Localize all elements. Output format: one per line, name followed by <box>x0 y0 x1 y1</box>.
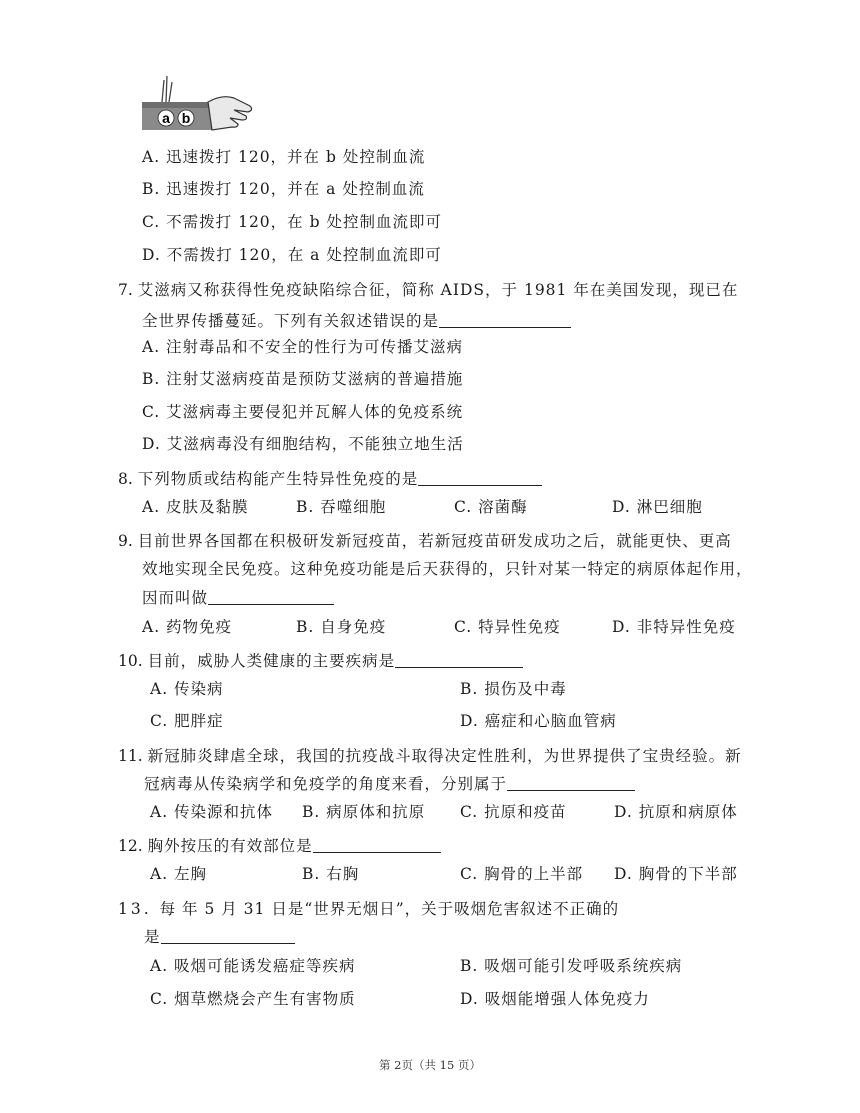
q6-option-a: A. 迅速拨打 120，并在 b 处控制血流 <box>142 148 426 166</box>
question-number: 12. <box>118 837 143 855</box>
question-13-line2: 是 <box>144 921 295 953</box>
question-stem: 新冠肺炎肆虐全球，我国的抗疫战斗取得决定性胜利，为世界提供了宝贵经验。新 <box>147 747 742 765</box>
question-stem: 艾滋病又称获得性免疫缺陷综合征，简称 AIDS，于 1981 年在美国发现，现已在 <box>137 281 739 299</box>
question-stem: 每 年 5 月 31 日是“世界无烟日”，关于吸烟危害叙述不正确的 <box>159 900 620 918</box>
q8-option-d: D. 淋巴细胞 <box>612 498 703 516</box>
q8-option-b: B. 吞噬细胞 <box>296 498 387 516</box>
figure-label-b: b <box>181 110 191 126</box>
q11-option-c: C. 抗原和疫苗 <box>460 803 567 821</box>
q6-option-b: B. 迅速拨打 120，并在 a 处控制血流 <box>142 180 425 198</box>
q10-option-d: D. 癌症和心脑血管病 <box>460 712 617 730</box>
q13-option-d: D. 吸烟能增强人体免疫力 <box>460 990 650 1008</box>
question-7-line2: 全世界传播蔓延。下列有关叙述错误的是 <box>142 305 571 337</box>
answer-blank[interactable] <box>161 923 295 944</box>
answer-blank[interactable] <box>208 584 334 605</box>
blood-spurt-icon <box>162 76 172 102</box>
q9-option-a: A. 药物免疫 <box>142 618 233 636</box>
question-7 <box>118 274 738 306</box>
hand-bleeding-figure <box>142 72 254 136</box>
answer-blank[interactable] <box>313 832 441 853</box>
q8-option-c: C. 溶菌酶 <box>454 498 528 516</box>
q13-option-c: C. 烟草燃烧会产生有害物质 <box>150 990 356 1008</box>
q10-option-a: A. 传染病 <box>150 680 224 698</box>
q12-option-d: D. 胸骨的下半部 <box>614 865 738 883</box>
question-number: 7. <box>118 281 133 299</box>
q7-option-a: A. 注射毒品和不安全的性行为可传播艾滋病 <box>142 338 464 356</box>
q12-option-a: A. 左胸 <box>150 865 208 883</box>
q12-option-b: B. 右胸 <box>302 865 360 883</box>
q7-option-b: B. 注射艾滋病疫苗是预防艾滋病的普遍措施 <box>142 370 464 388</box>
q11-option-a: A. 传染源和抗体 <box>150 803 274 821</box>
q8-option-a: A. 皮肤及黏膜 <box>142 498 249 516</box>
figure-label-a: a <box>162 110 170 126</box>
q13-option-a: A. 吸烟可能诱发癌症等疾病 <box>150 957 356 975</box>
question-stem: 目前世界各国都在积极研发新冠疫苗，若新冠疫苗研发成功之后，就能更快、更高 <box>137 532 732 550</box>
page-footer: 第 2页（共 15 页） <box>379 1058 481 1072</box>
question-9-line3: 因而叫做 <box>142 582 334 614</box>
question-stem: 下列物质或结构能产生特异性免疫的是 <box>137 470 419 488</box>
question-stem: 目前，威胁人类健康的主要疾病是 <box>147 652 396 670</box>
question-number: 9. <box>118 532 133 550</box>
answer-blank[interactable] <box>395 647 523 668</box>
q6-option-c: C. 不需拨打 120，在 b 处控制血流即可 <box>142 213 442 231</box>
answer-blank[interactable] <box>439 307 571 328</box>
hand-shape <box>208 97 252 130</box>
q9-option-b: B. 自身免疫 <box>296 618 387 636</box>
q6-option-d: D. 不需拨打 120，在 a 处控制血流即可 <box>142 246 442 264</box>
answer-blank[interactable] <box>507 770 635 791</box>
question-number: 10. <box>118 652 143 670</box>
question-number: 13. <box>118 900 152 918</box>
question-number: 8. <box>118 470 133 488</box>
q11-option-d: D. 抗原和病原体 <box>614 803 738 821</box>
question-stem: 胸外按压的有效部位是 <box>147 837 313 855</box>
q13-option-b: B. 吸烟可能引发呼吸系统疾病 <box>460 957 683 975</box>
q7-option-c: C. 艾滋病毒主要侵犯并瓦解人体的免疫系统 <box>142 403 464 421</box>
q9-option-c: C. 特异性免疫 <box>454 618 561 636</box>
q12-option-c: C. 胸骨的上半部 <box>460 865 584 883</box>
question-11-line2: 冠病毒从传染病学和免疫学的角度来看，分别属于 <box>144 768 635 800</box>
answer-blank[interactable] <box>418 465 542 486</box>
q9-option-d: D. 非特异性免疫 <box>612 618 736 636</box>
q10-option-c: C. 肥胖症 <box>150 712 224 730</box>
q11-option-b: B. 病原体和抗原 <box>302 803 426 821</box>
q10-option-b: B. 损伤及中毒 <box>460 680 567 698</box>
question-9-line2: 效地实现全民免疫。这种免疫功能是后天获得的，只针对某一特定的病原体起作用， <box>142 560 753 578</box>
q7-option-d: D. 艾滋病毒没有细胞结构，不能独立地生活 <box>142 435 464 453</box>
question-number: 11. <box>118 747 143 765</box>
